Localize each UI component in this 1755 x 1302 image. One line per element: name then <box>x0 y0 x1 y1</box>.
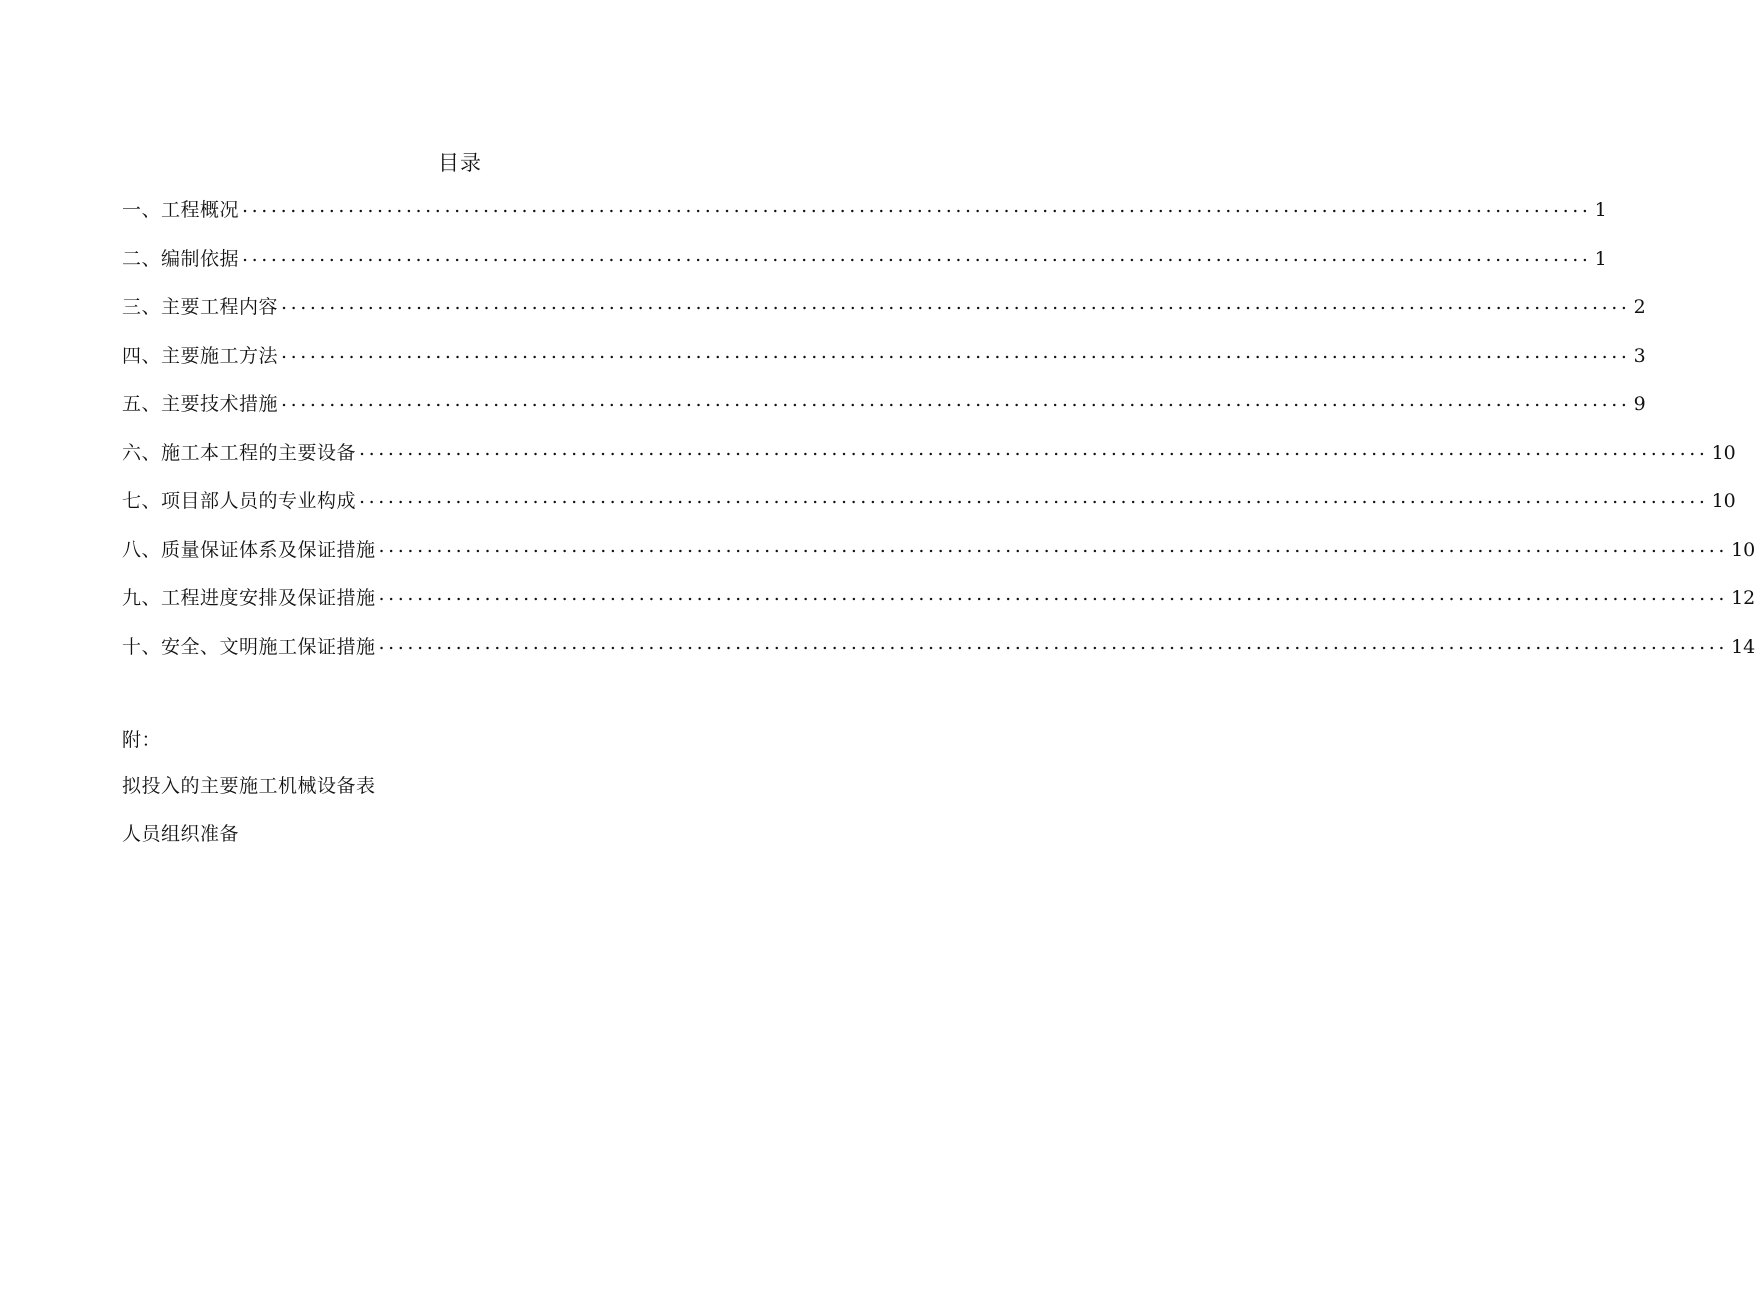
toc-entry[interactable] <box>122 631 1755 680</box>
toc-entry[interactable] <box>122 340 1646 389</box>
appendix-item: 拟投入的主要施工机械设备表 <box>122 775 376 797</box>
toc-leader-dots: ............................................................................................................................................ <box>359 486 1709 508</box>
toc-entry-label: 九、工程进度安排及保证措施 <box>122 587 376 609</box>
toc-entry-label: 六、施工本工程的主要设备 <box>122 441 357 464</box>
toc-entry[interactable] <box>122 194 1607 243</box>
toc-entry-page: 14 <box>1731 635 1755 658</box>
toc-leader-dots: ............................................................................................................................................ <box>281 389 1631 411</box>
toc-entry-page: 10 <box>1731 538 1755 561</box>
toc-list <box>122 194 1755 679</box>
toc-entry-label: 七、项目部人员的专业构成 <box>122 490 357 512</box>
toc-entry-page: 10 <box>1711 441 1736 464</box>
toc-leader-dots: ............................................................................................................................................ <box>378 631 1729 654</box>
appendix-item: 人员组织准备 <box>122 823 240 845</box>
toc-entry[interactable] <box>122 243 1607 292</box>
toc-leader-dots: ............................................................................................................................................ <box>281 292 1631 314</box>
toc-entry-label: 一、工程概况 <box>122 199 240 221</box>
toc-entry-page: 1 <box>1594 199 1607 221</box>
toc-entry-label: 五、主要技术措施 <box>122 393 279 415</box>
toc-entry-label: 二、编制依据 <box>122 247 240 270</box>
toc-entry-label: 四、主要施工方法 <box>122 344 279 367</box>
toc-entry-label: 三、主要工程内容 <box>122 296 279 318</box>
toc-entry[interactable] <box>122 437 1736 486</box>
toc-leader-dots: ............................................................................................................................................ <box>281 340 1631 363</box>
toc-entry-page: 10 <box>1711 490 1736 512</box>
toc-entry-page: 1 <box>1594 247 1607 270</box>
toc-entry[interactable] <box>122 388 1646 437</box>
toc-entry[interactable] <box>122 534 1755 583</box>
toc-entry[interactable] <box>122 291 1646 340</box>
toc-leader-dots: ............................................................................................................................................ <box>242 243 1592 266</box>
toc-entry[interactable] <box>122 485 1736 534</box>
toc-entry-page: 9 <box>1633 393 1646 415</box>
toc-leader-dots: ............................................................................................................................................ <box>378 534 1729 557</box>
toc-leader-dots: ............................................................................................................................................ <box>359 437 1709 460</box>
toc-leader-dots: ............................................................................................................................................ <box>378 583 1729 605</box>
toc-title: 目录 <box>438 151 482 175</box>
toc-entry-page: 2 <box>1633 296 1646 318</box>
appendix-heading: 附： <box>122 729 162 751</box>
toc-entry-page: 3 <box>1633 344 1646 367</box>
toc-entry[interactable] <box>122 582 1755 631</box>
toc-entry-page: 12 <box>1731 587 1755 609</box>
toc-leader-dots: ............................................................................................................................................ <box>242 195 1592 217</box>
toc-entry-label: 十、安全、文明施工保证措施 <box>122 635 376 658</box>
toc-entry-label: 八、质量保证体系及保证措施 <box>122 538 376 561</box>
